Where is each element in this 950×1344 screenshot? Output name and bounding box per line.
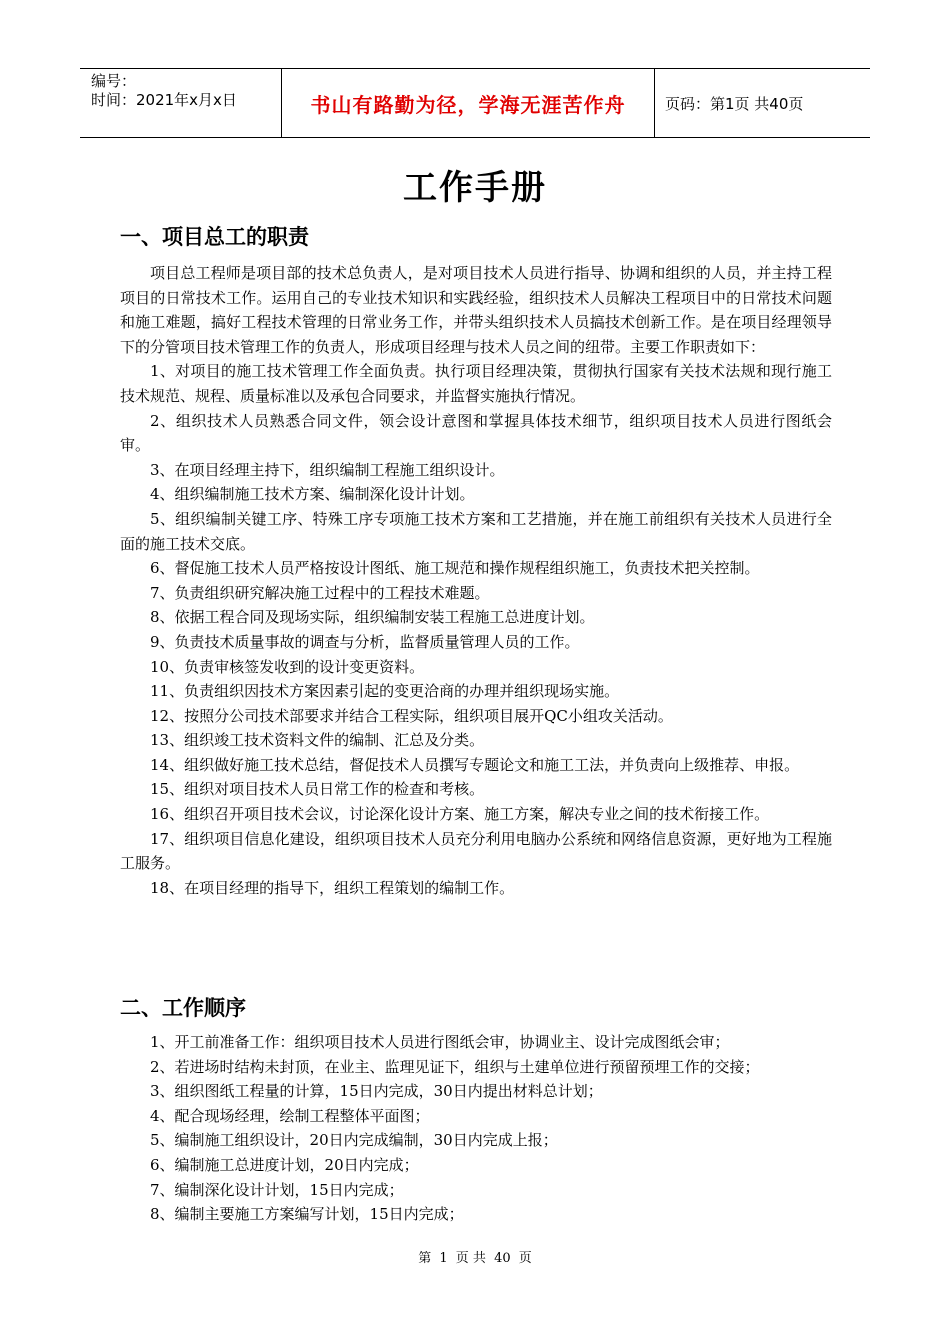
- paragraph: 6、督促施工技术人员严格按设计图纸、施工规范和操作规程组织施工，负责技术把关控制。: [150, 559, 760, 578]
- paragraph: 4、组织编制施工技术方案、编制深化设计计划。: [150, 485, 475, 504]
- paragraph: 10、负责审核签发收到的设计变更资料。: [150, 657, 425, 676]
- paragraph: 5、组织编制关键工序、特殊工序专项施工技术方案和工艺措施，并在施工前组织有关技术人员进行全面的施工技术交底。: [120, 509, 832, 553]
- paragraph: 16、组织召开项目技术会议，讨论深化设计方案、施工方案，解决专业之间的技术衔接工作。: [150, 805, 770, 824]
- paragraph: 5、编制施工组织设计，20日内完成编制，30日内完成上报；: [150, 1131, 558, 1150]
- paragraph: 1、开工前准备工作：组织项目技术人员进行图纸会审，协调业主、设计完成图纸会审；: [150, 1033, 730, 1051]
- footer-page-number: 1: [439, 1251, 448, 1266]
- footer-middle: 页 共: [455, 1251, 486, 1266]
- footer-total-pages: 40: [494, 1251, 511, 1266]
- paragraph: 2、组织技术人员熟悉合同文件，领会设计意图和掌握具体技术细节，组织项目技术人员进行图纸会审。: [120, 411, 832, 455]
- footer-suffix: 页: [518, 1251, 532, 1266]
- paragraph: 7、编制深化设计计划，15日内完成；: [150, 1180, 404, 1199]
- header-meta-cell: [80, 69, 282, 137]
- footer-prefix: 第: [418, 1251, 432, 1266]
- section2-body: [120, 1030, 832, 1227]
- header-table: [80, 68, 870, 138]
- paragraph: 7、负责组织研究解决施工过程中的工程技术难题。: [150, 583, 490, 602]
- header-page-info: 页码：第1页 共40页: [665, 94, 804, 113]
- page-footer: [0, 1247, 950, 1266]
- section2-heading: 二、工作顺序: [120, 996, 246, 1020]
- section1-heading: 一、项目总工的职责: [120, 225, 309, 249]
- paragraph: 4、配合现场经理，绘制工程整体平面图；: [150, 1106, 430, 1125]
- paragraph: 14、组织做好施工技术总结，督促技术人员撰写专题论文和施工工法，并负责向上级推荐、申报。: [150, 755, 800, 774]
- header-motto: 书山有路勤为径，学海无涯苦作舟: [282, 69, 655, 137]
- paragraph: 3、在项目经理主持下，组织编制工程施工组织设计。: [150, 460, 505, 479]
- paragraph: 17、组织项目信息化建设，组织项目技术人员充分利用电脑办公系统和网络信息资源，更好地为工程施工服务。: [120, 829, 832, 873]
- page-title: 工作手册: [403, 168, 547, 208]
- paragraph: 8、依据工程合同及现场实际，组织编制安装工程施工总进度计划。: [150, 608, 595, 627]
- paragraph: 6、编制施工总进度计划，20日内完成；: [150, 1155, 419, 1174]
- paragraph: 9、负责技术质量事故的调查与分析，监督质量管理人员的工作。: [150, 632, 580, 651]
- paragraph: 18、在项目经理的指导下，组织工程策划的编制工作。: [150, 878, 515, 897]
- paragraph: 项目总工程师是项目部的技术总负责人，是对项目技术人员进行指导、协调和组织的人员，并主持工程项目的日常技术工作。运用自己的专业技术知识和实践经验，组织技术人员解决工程项目中的日常技术问题和施工难题，搞好工程技术管理的日常业务工作，并带头组织技术人员搞技术创新工作。是在项目经理领导下的分管项目技术管理工作的负责人，形成项目经理与技术人员之间的纽带。主要工作职责如下：: [120, 264, 832, 356]
- paragraph: 15、组织对项目技术人员日常工作的检查和考核。: [150, 780, 485, 799]
- section1-body: [120, 261, 832, 900]
- paragraph: 11、负责组织因技术方案因素引起的变更洽商的办理并组织现场实施。: [150, 682, 620, 701]
- paragraph: 13、组织竣工技术资料文件的编制、汇总及分类。: [150, 731, 485, 750]
- paragraph: 12、按照分公司技术部要求并结合工程实际，组织项目展开QC小组攻关活动。: [150, 706, 673, 725]
- paragraph: 3、组织图纸工程量的计算，15日内完成，30日内提出材料总计划；: [150, 1082, 603, 1101]
- paragraph: 8、编制主要施工方案编写计划，15日内完成；: [150, 1205, 464, 1224]
- paragraph: 1、对项目的施工技术管理工作全面负责。执行项目经理决策，贯彻执行国家有关技术法规和现行施工技术规范、规程、质量标准以及承包合同要求，并监督实施执行情况。: [120, 362, 832, 405]
- time-label: 时间：2021年x月x日: [91, 91, 237, 109]
- number-label: 编号：: [91, 72, 137, 90]
- paragraph: 2、若进场时结构未封顶，在业主、监理见证下，组织与土建单位进行预留预埋工作的交接；: [150, 1057, 760, 1076]
